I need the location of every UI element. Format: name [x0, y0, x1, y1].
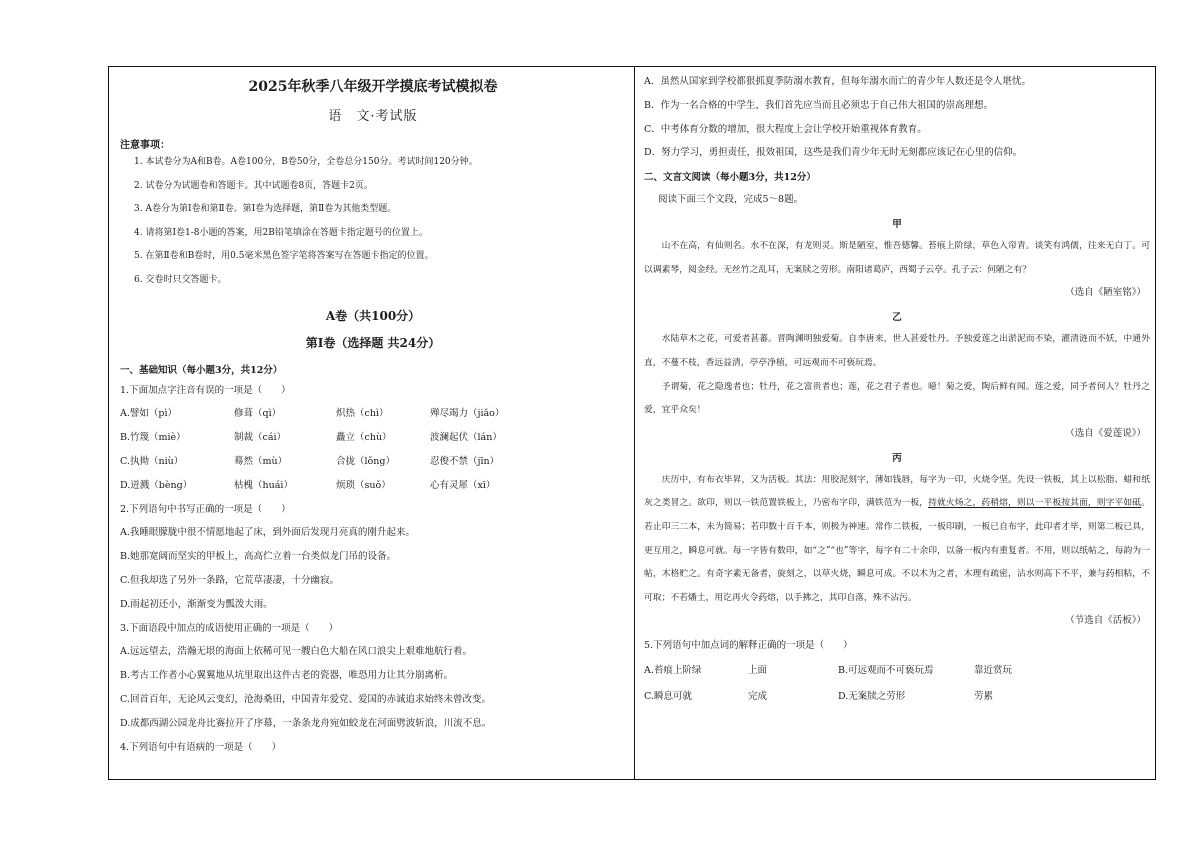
question-1-option-row [120, 426, 626, 450]
question-2-option: A.我睡眼朦胧中很不情愿地起了床，到外面后发现月亮真的刚升起来。 [120, 527, 415, 539]
passage-c-source: （节选自《活板》） [1065, 615, 1146, 627]
option-cell: 靠近赏玩 [974, 665, 1013, 677]
option-cell: 烦琐（suǒ） [336, 479, 391, 491]
question-4-stem: 4.下列语句中有语病的一项是（ ） [120, 741, 282, 753]
passage-c-text [644, 469, 1150, 611]
question-4-option: D．努力学习，勇担责任，报效祖国，这些是我们青少年无时无刻都应该记在心里的信仰。 [644, 147, 1023, 159]
passage-c-text-after: 。若止印三二本，未为简易；若印数十百千本，则极为神速。常作二铁板，一板印刷，一板已自布字，此印者才毕，则第二板已具，更互用之，瞬息可就。每一字皆有数印，如“之”“也”等字，每字有二十余印，以备一板内有重复者。不用，则以纸帖之，每韵为一帖，木格贮之。有奇字素无备者，旋刻之，以草火烧，瞬息可成。不以木为之者，木理有疏密，沾水则高下不平，兼与药相粘，不可取；不若燔土，用讫再火令药熔，以手拂之，其印自落，殊不沾污。 [644, 498, 1150, 603]
notes-heading: 注意事项： [120, 140, 170, 151]
option-cell: 劳累 [974, 691, 994, 703]
option-cell: 上面 [748, 665, 768, 677]
option-cell: D.无案牍之劳形 [838, 691, 906, 703]
question-2-stem: 2.下列语句中书写正确的一项是（ ） [120, 503, 291, 515]
question-1-option-row [120, 450, 626, 474]
option-cell: 蓦然（mù） [234, 455, 288, 467]
section-two-heading: 二、文言文阅读（每小题3分，共12分） [644, 172, 816, 184]
passage-b-paragraph-1: 水陆草木之花，可爱者甚蕃。晋陶渊明独爱菊。自李唐来，世人甚爱牡丹。予独爱莲之出淤泥而不染，濯清涟而不妖，中通外直，不蔓不枝，香远益清，亭亭净植，可远观而不可亵玩焉。 [644, 334, 1150, 368]
passage-a-source: （选自《陋室铭》） [1065, 287, 1146, 299]
option-cell: C.瞬息可就 [644, 691, 692, 703]
option-cell: 枯槐（huái） [234, 479, 293, 491]
passage-b-paragraph-2: 予谓菊，花之隐逸者也；牡丹，花之富贵者也；莲，花之君子者也。噫！菊之爱，陶后鲜有闻。莲之爱，同予者何人？牡丹之爱，宜乎众矣！ [644, 381, 1150, 416]
passage-b-heading: 乙 [892, 312, 902, 324]
option-cell: 忍俊不禁（jīn） [430, 455, 500, 467]
option-cell: 制裁（cái） [234, 432, 287, 444]
option-cell: 矗立（chù） [336, 432, 392, 444]
volume-a-title: A卷（共100分） [325, 308, 421, 323]
question-3-option: C.回首百年，无论风云变幻，沧海桑田，中国青年爱党、爱国的赤诚追求始终未曾改变。 [120, 693, 491, 705]
option-cell: 修葺（qì） [234, 408, 282, 420]
note-item: 6. 交卷时只交答题卡。 [134, 274, 227, 285]
passage-c-text-before: 庆历中，有布衣毕昇，又为活板。其法：用胶泥刻字，薄如钱唇，每字为一印，火烧令坚。先设一铁板，其上以松脂、蜡和纸灰之类冒之。欲印，则以一铁范置铁板上，乃密布字印，满铁范为一板， [644, 474, 1150, 509]
option-cell: A.譬如（pì） [120, 408, 178, 420]
right-column [644, 70, 1150, 710]
option-cell: C.执拗（niù） [120, 455, 184, 467]
question-4-option: C．中考体育分数的增加，很大程度上会让学校开始重视体育教育。 [644, 123, 927, 135]
exam-title: 2025年秋季八年级开学摸底考试模拟卷 [248, 79, 498, 95]
option-cell: 合拢（lǒng） [336, 455, 395, 467]
option-cell: 波澜起伏（lán） [430, 432, 502, 444]
reading-intro: 阅读下面三个文段，完成5～8题。 [658, 194, 804, 206]
column-divider [634, 66, 635, 780]
option-cell: A.苔痕上阶绿 [644, 665, 702, 677]
question-5-stem: 5.下列语句中加点词的解释正确的一项是（ ） [644, 640, 853, 652]
option-cell: D.迸溅（bèng） [120, 479, 193, 491]
question-2-option: D.雨起初还小，渐渐变为瓢泼大雨。 [120, 598, 273, 610]
passage-c-underlined-sentence: 持就火炀之，药稍熔，则以一平板按其面，则字平如砥 [928, 498, 1142, 509]
question-1-option-row [120, 402, 626, 426]
option-cell: B.竹篾（miè） [120, 432, 186, 444]
passage-c-heading: 丙 [892, 452, 902, 464]
left-column [120, 70, 626, 759]
question-2-option: C.但我却选了另外一条路，它荒草凄凄，十分幽寂。 [120, 574, 339, 586]
option-cell: 完成 [748, 691, 768, 703]
question-2-option: B.她那宽阔而坚实的甲板上，高高伫立着一台类似龙门吊的设备。 [120, 551, 397, 563]
note-item: 5. 在第Ⅱ卷和B卷时，用0.5毫米黑色签字笔将答案写在答题卡指定的位置。 [134, 251, 434, 262]
part-one-title: 第Ⅰ卷（选择题 共24分） [305, 335, 441, 350]
option-cell: 炽热（chì） [336, 408, 389, 420]
question-3-option: D.成都西湖公园龙舟比赛拉开了序幕，一条条龙舟宛如蛟龙在河面劈波斩浪，川流不息。 [120, 717, 492, 729]
question-5-option-row [644, 684, 1150, 710]
question-1-option-row [120, 474, 626, 498]
question-3-option: A.远远望去，浩瀚无垠的海面上依稀可见一艘白色大船在风口浪尖上艰难地航行着。 [120, 646, 472, 658]
notes-list [120, 151, 626, 293]
question-5-option-row [644, 658, 1150, 684]
note-item: 3. A卷分为第Ⅰ卷和第Ⅱ卷。第Ⅰ卷为选择题，第Ⅱ卷为其他类型题。 [134, 204, 397, 215]
note-item: 4. 请将第Ⅰ卷1-8小题的答案，用2B铅笔填涂在答题卡指定题号的位置上。 [134, 227, 428, 238]
question-4-option: A．虽然从国家到学校都狠抓夏季防溺水教育，但每年溺水而亡的青少年人数还是令人堪忧。 [644, 76, 1031, 87]
question-3-stem: 3.下面语段中加点的成语使用正确的一项是（ ） [120, 622, 339, 634]
option-cell: B.可远观而不可亵玩焉 [838, 665, 934, 677]
section-one-heading: 一、基础知识（每小题3分，共12分） [120, 364, 283, 376]
passage-a-heading: 甲 [892, 219, 902, 231]
note-item: 1. 本试卷分为A和B卷。A卷100分，B卷50分，全卷总分150分。考试时间120分钟。 [134, 157, 478, 167]
question-3-option: B.考古工作者小心翼翼地从坑里取出这件古老的瓷器，唯恐用力让其分崩离析。 [120, 670, 454, 682]
exam-subtitle: 语 文·考试版 [328, 109, 418, 124]
option-cell: 心有灵犀（xī） [430, 479, 496, 491]
passage-b-source: （选自《爱莲说》） [1065, 427, 1146, 439]
question-1-stem: 1.下面加点字注音有误的一项是（ ） [120, 384, 291, 396]
passage-a-text: 山不在高，有仙则名。水不在深，有龙则灵。斯是陋室，惟吾德馨。苔痕上阶绿，草色入帘青。谈笑有鸿儒，往来无白丁。可以调素琴，阅金经。无丝竹之乱耳，无案牍之劳形。南阳诸葛庐，西蜀子云亭。孔子云：何陋之有？ [644, 241, 1150, 275]
note-item: 2. 试卷分为试题卷和答题卡。其中试题卷8页，答题卡2页。 [134, 180, 373, 191]
question-4-option: B．作为一名合格的中学生，我们首先应当而且必须忠于自己伟大祖国的崇高理想。 [644, 99, 993, 111]
option-cell: 殚尽竭力（jiǎo） [430, 408, 505, 420]
